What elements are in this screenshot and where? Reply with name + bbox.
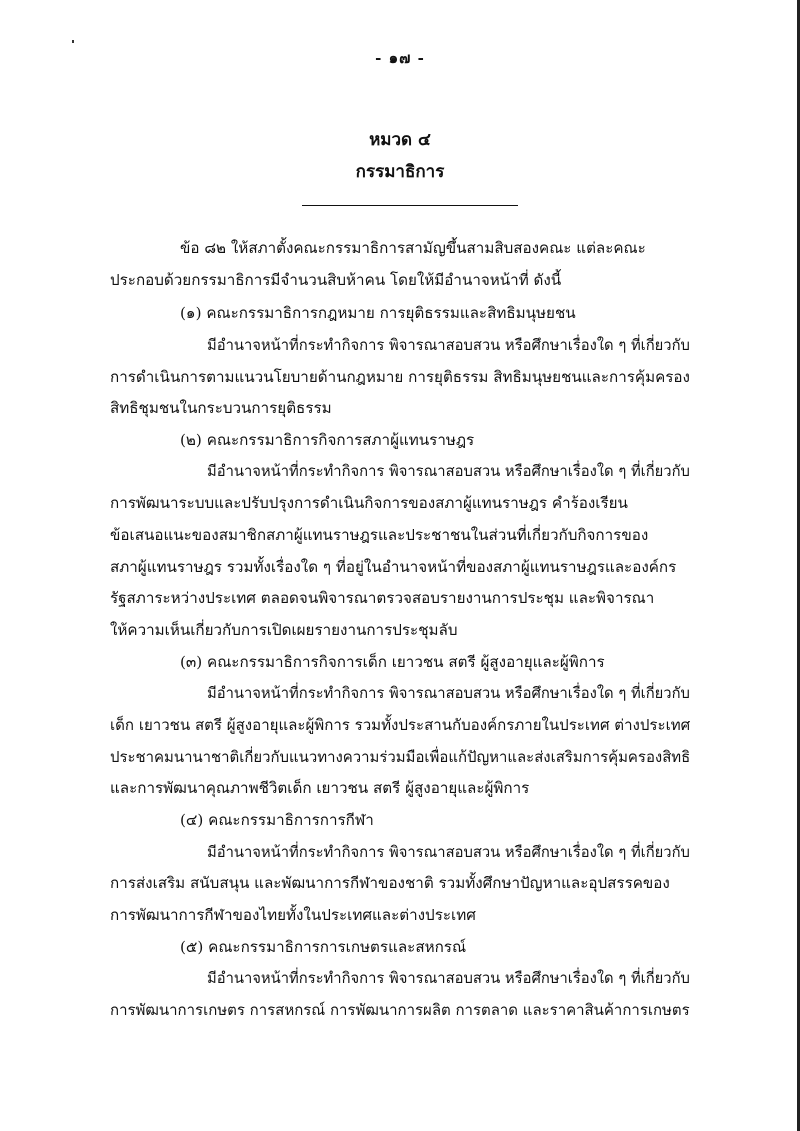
section-heading: (๓) คณะกรรมาธิการกิจการเด็ก เยาวชน สตรี ผู้สูงอายุและผู้พิการ xyxy=(180,653,605,671)
paragraph-line: การพัฒนาระบบและปรับปรุงการดำเนินกิจการของสภาผู้แทนราษฎร คำร้องเรียน xyxy=(110,494,628,512)
section-heading: (๔) คณะกรรมาธิการการกีฬา xyxy=(180,811,374,829)
paragraph-line: ข้อเสนอแนะของสมาชิกสภาผู้แทนราษฎรและประชาชนในส่วนที่เกี่ยวกับกิจการของ xyxy=(110,526,649,544)
section-heading: (๒) คณะกรรมาธิการกิจการสภาผู้แทนราษฎร xyxy=(180,431,475,449)
heading-divider xyxy=(302,205,518,206)
paragraph-line: การพัฒนาการเกษตร การสหกรณ์ การพัฒนาการผลิต การตลาด และราคาสินค้าการเกษตร xyxy=(110,1001,690,1019)
paragraph-line: ข้อ ๘๒ ให้สภาตั้งคณะกรรมาธิการสามัญขึ้นสามสิบสองคณะ แต่ละคณะ xyxy=(180,239,646,257)
paragraph-line: ประกอบด้วยกรรมาธิการมีจำนวนสิบห้าคน โดยให้มีอำนาจหน้าที่ ดังนี้ xyxy=(110,271,562,289)
paragraph-line: และการพัฒนาคุณภาพชีวิตเด็ก เยาวชน สตรี ผู้สูงอายุและผู้พิการ xyxy=(110,779,530,797)
paragraph-line: มีอำนาจหน้าที่กระทำกิจการ พิจารณาสอบสวน หรือศึกษาเรื่องใด ๆ ที่เกี่ยวกับ xyxy=(207,969,690,987)
paragraph-line: รัฐสภาระหว่างประเทศ ตลอดจนพิจารณาตรวจสอบรายงานการประชุม และพิจารณา xyxy=(110,589,655,607)
paragraph-line: มีอำนาจหน้าที่กระทำกิจการ พิจารณาสอบสวน หรือศึกษาเรื่องใด ๆ ที่เกี่ยวกับ xyxy=(207,843,690,861)
paragraph-line: สิทธิชุมชนในกระบวนการยุติธรรม xyxy=(110,399,332,417)
page-number: - ๑๗ - xyxy=(375,49,425,67)
chapter-title: กรรมาธิการ xyxy=(355,162,445,182)
paragraph-line: ให้ความเห็นเกี่ยวกับการเปิดเผยรายงานการประชุมลับ xyxy=(110,621,458,639)
paragraph-line: การส่งเสริม สนับสนุน และพัฒนาการกีฬาของชาติ รวมทั้งศึกษาปัญหาและอุปสรรคของ xyxy=(110,874,670,892)
section-heading: (๑) คณะกรรมาธิการกฎหมาย การยุติธรรมและสิทธิมนุษยชน xyxy=(180,304,576,322)
scan-speck xyxy=(72,40,74,43)
paragraph-line: มีอำนาจหน้าที่กระทำกิจการ พิจารณาสอบสวน หรือศึกษาเรื่องใด ๆ ที่เกี่ยวกับ xyxy=(207,462,690,480)
paragraph-line: มีอำนาจหน้าที่กระทำกิจการ พิจารณาสอบสวน หรือศึกษาเรื่องใด ๆ ที่เกี่ยวกับ xyxy=(207,684,690,702)
paragraph-line: การดำเนินการตามแนวนโยบายด้านกฎหมาย การยุติธรรม สิทธิมนุษยชนและการคุ้มครอง xyxy=(110,368,690,386)
paragraph-line: เด็ก เยาวชน สตรี ผู้สูงอายุและผู้พิการ รวมทั้งประสานกับองค์กรภายในประเทศ ต่างประเทศ xyxy=(110,716,691,734)
paragraph-line: การพัฒนาการกีฬาของไทยทั้งในประเทศและต่างประเทศ xyxy=(110,906,476,924)
paragraph-line: มีอำนาจหน้าที่กระทำกิจการ พิจารณาสอบสวน หรือศึกษาเรื่องใด ๆ ที่เกี่ยวกับ xyxy=(207,336,690,354)
chapter-heading: หมวด ๔ xyxy=(369,130,431,150)
paragraph-line: ประชาคมนานาชาติเกี่ยวกับแนวทางความร่วมมือเพื่อแก้ปัญหาและส่งเสริมการคุ้มครองสิทธิ xyxy=(110,748,691,766)
paragraph-line: สภาผู้แทนราษฎร รวมทั้งเรื่องใด ๆ ที่อยู่ในอำนาจหน้าที่ของสภาผู้แทนราษฎรและองค์กร xyxy=(110,558,677,576)
section-heading: (๕) คณะกรรมาธิการการเกษตรและสหกรณ์ xyxy=(180,938,467,956)
